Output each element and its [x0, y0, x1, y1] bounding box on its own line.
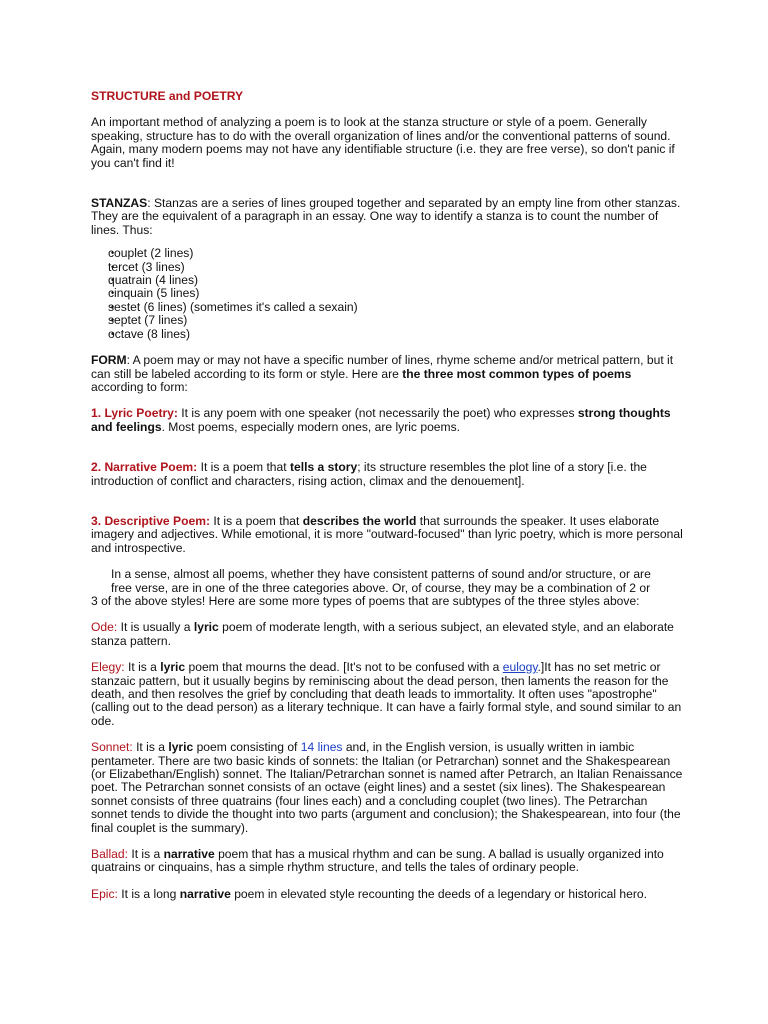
page-title: STRUCTURE and POETRY — [91, 89, 244, 103]
lyric-paragraph: 1. Lyric Poetry: It is any poem with one speaker (not necessarily the poet) who expresses strong thoughts and feelings. Most poems, especially modern ones, are lyric poems. — [91, 406, 671, 434]
lyric-label: 1. Lyric Poetry: — [91, 406, 178, 421]
sonnet-label: Sonnet: — [91, 740, 133, 755]
form-paragraph: FORM: A poem may or may not have a specific number of lines, rhyme scheme and/or metrical pattern, but it can still be labeled according to its form or style. Here are the three most common types of poems according to form: — [91, 353, 674, 394]
descriptive-label: 3. Descriptive Poem: — [91, 513, 210, 528]
form-label: FORM — [91, 353, 127, 368]
list-item: • quatrain (4 lines) — [91, 274, 685, 287]
descriptive-paragraph: 3. Descriptive Poem: It is a poem that describes the world that surrounds the speaker. It uses elaborate imagery and adjectives. While emotional, it is more "outward-focused" than lyric poetry, which is more personal and introspective. — [91, 513, 683, 555]
list-item: • septet (7 lines) — [91, 314, 685, 327]
fourteen-lines-highlight: 14 lines — [300, 740, 343, 755]
stanza-type-list — [91, 247, 685, 341]
list-item: • tercet (3 lines) — [91, 261, 685, 274]
stanzas-label: STANZAS — [91, 196, 148, 211]
sense-paragraph: In a sense, almost all poems, whether they have consistent patterns of sound and/or structure, or are free verse, are in one of the three categories above. Or, of course, they may be a combination of 2 or 3 of the above styles! Here are some more types of poems that are subtypes of the three styles above: — [91, 567, 651, 608]
document-page — [91, 90, 685, 901]
ballad-label: Ballad: — [91, 847, 128, 862]
list-item: • cinquain (5 lines) — [91, 287, 685, 300]
list-item: • octave (8 lines) — [91, 328, 685, 341]
stanzas-text: : Stanzas are a series of lines grouped together and separated by an empty line from other stanzas. They are the equivalent of a paragraph in an essay. One way to identify a stanza is to count the number of lines. Thus: — [91, 196, 681, 237]
eulogy-link[interactable]: eulogy — [502, 660, 538, 675]
list-item: • couplet (2 lines) — [91, 247, 685, 260]
elegy-paragraph: Elegy: It is a lyric poem that mourns the dead. [It's not to be confused with a eulogy.]It has no set metric or stanzaic pattern, but it usually begins by reminiscing about the dead person, then laments the reason for the death, and then resolves the grief by concluding that death leads to immortality. It often uses "apostrophe" (calling out to the dead person) as a literary technique. It can have a fairly formal style, and sound similar to an ode. — [91, 660, 682, 728]
epic-label: Epic: — [91, 886, 118, 901]
list-item: • sestet (6 lines) (sometimes it's called a sexain) — [91, 301, 685, 314]
elegy-label: Elegy: — [91, 660, 125, 675]
ode-paragraph: Ode: It is usually a lyric poem of moderate length, with a serious subject, an elevated style, and an elaborate stanza pattern. — [91, 620, 674, 648]
stanzas-paragraph — [91, 197, 685, 237]
epic-paragraph: Epic: It is a long narrative poem in elevated style recounting the deeds of a legendary or historical hero. — [91, 886, 647, 901]
narrative-label: 2. Narrative Poem: — [91, 460, 198, 475]
ode-label: Ode: — [91, 620, 118, 635]
narrative-paragraph: 2. Narrative Poem: It is a poem that tells a story; its structure resembles the plot line of a story [i.e. the introduction of conflict and characters, rising action, climax and the denouement]. — [91, 460, 647, 488]
ballad-paragraph: Ballad: It is a narrative poem that has a musical rhythm and can be sung. A ballad is usually organized into quatrains or cinquains, has a simple rhythm structure, and tells the tales of ordinary people. — [91, 847, 664, 875]
sonnet-paragraph: Sonnet: It is a lyric poem consisting of 14 lines and, in the English version, is usually written in iambic pentameter. There are two basic kinds of sonnets: the Italian (or Petrarchan) sonnet and the Shakespearean (or Elizabethan/English) sonnet. The Italian/Petrarchan sonnet is named after Petrarch, an Italian Renaissance poet. The Petrarchan sonnet consists of an octave (eight lines) and a sestet (six lines). The Shakespearean sonnet consists of three quatrains (four lines each) and a concluding couplet (two lines). The Petrarchan sonnet tends to divide the thought into two parts (argument and conclusion); the Shakespearean, into four (the final couplet is the summary). — [91, 740, 683, 835]
intro-paragraph: An important method of analyzing a poem is to look at the stanza structure or style of a poem. Generally speaking, structure has to do with the overall organization of lines and/or the conventional patterns of sound. Again, many modern poems may not have any identifiable structure (i.e. they are free verse), so don't panic if you can't find it! — [91, 115, 675, 170]
